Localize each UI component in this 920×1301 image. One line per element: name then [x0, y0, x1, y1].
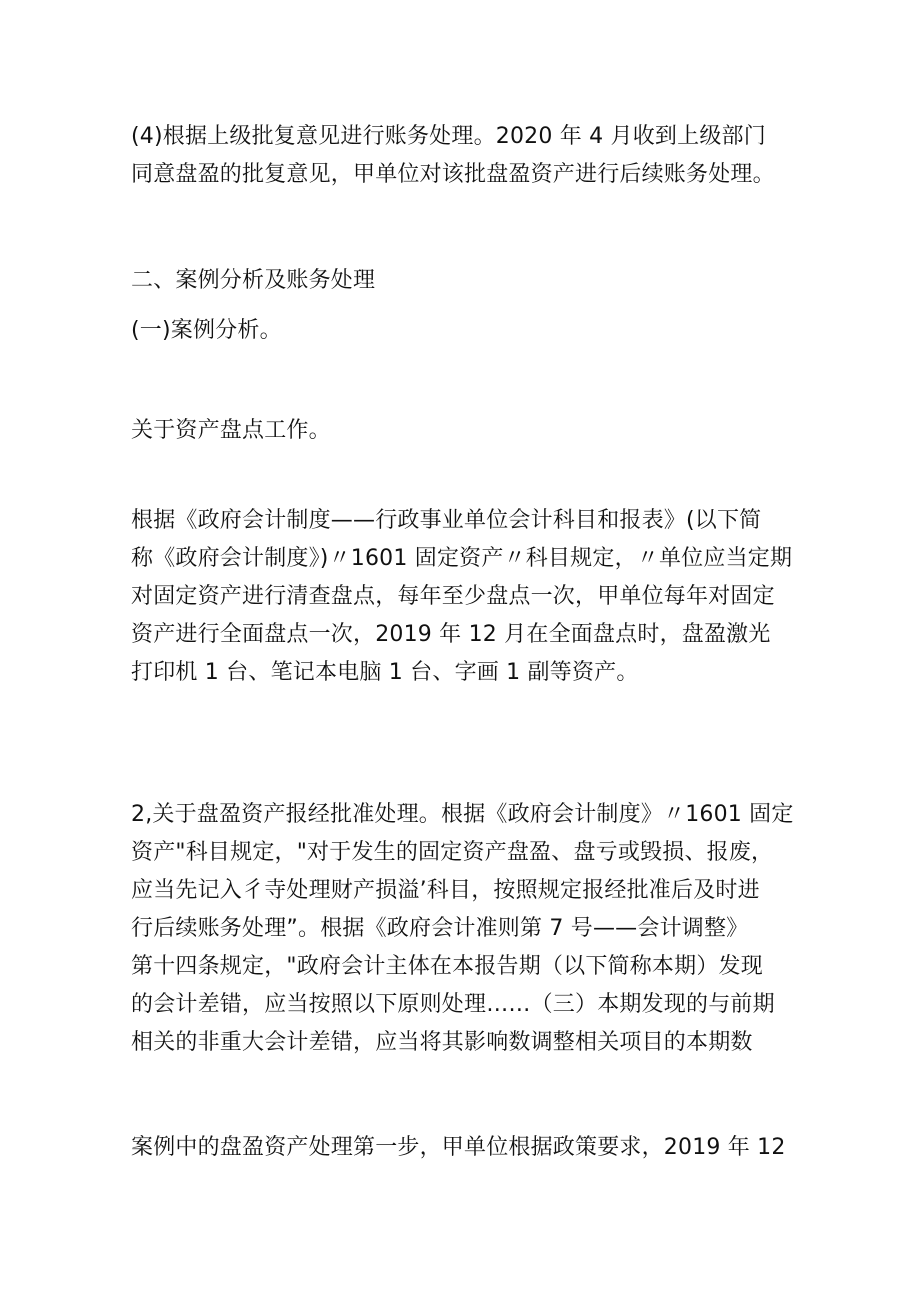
text-line: 根据《政府会计制度——行政事业单位会计科目和报表》(以下简: [131, 508, 762, 533]
text-line: 2,关于盘盈资产报经批准处理。根据《政府会计制度》〃1601 固定: [131, 802, 794, 827]
text-line: 相关的非重大会计差错，应当将其影响数调整相关项目的本期数: [131, 1030, 753, 1055]
text-line: 同意盘盈的批复意见，甲单位对该批盘盈资产进行后续账务处理。: [131, 162, 775, 187]
text-line: 资产进行全面盘点一次，2019 年 12 月在全面盘点时，盘盈激光: [131, 622, 771, 647]
paragraph-inventory-topic: [131, 412, 796, 450]
paragraph-inventory-rules: [131, 502, 796, 692]
paragraph-surplus-approval: [131, 796, 796, 1062]
subsection-heading: [131, 312, 796, 350]
text-line: 的会计差错，应当按照以下原则处理……（三）本期发现的与前期: [131, 992, 775, 1017]
text-line: (4)根据上级批复意见进行账务处理。2020 年 4 月收到上级部门: [131, 124, 766, 149]
text-line: 应当先记入彳寺处理财产损溢’科目，按照规定报经批准后及时进: [131, 878, 760, 903]
text-line: 第十四条规定，"政府会计主体在本报告期（以下简称本期）发现: [131, 954, 763, 979]
text-line: 资产"科目规定，"对于发生的固定资产盘盈、盘亏或毁损、报废，: [131, 840, 774, 865]
section-heading: [131, 262, 796, 300]
text-line: 打印机 1 台、笔记本电脑 1 台、字画 1 副等资产。: [131, 660, 639, 685]
text-line: 案例中的盘盈资产处理第一步，甲单位根据政策要求，2019 年 12: [131, 1135, 786, 1160]
text-line: 行后续账务处理”。根据《政府会计准则第 7 号——会计调整》: [131, 916, 749, 941]
heading-text: (一)案例分析。: [131, 318, 282, 343]
text-line: 关于资产盘点工作。: [131, 418, 331, 443]
text-line: 对固定资产进行清查盘点，每年至少盘点一次，甲单位每年对固定: [131, 584, 775, 609]
heading-text: 二、案例分析及账务处理: [131, 268, 376, 293]
text-line: 称《政府会计制度》)〃1601 固定资产〃科目规定，〃单位应当定期: [131, 546, 793, 571]
paragraph-case-step-one: [131, 1129, 796, 1167]
paragraph-approval-processing: [131, 118, 796, 194]
